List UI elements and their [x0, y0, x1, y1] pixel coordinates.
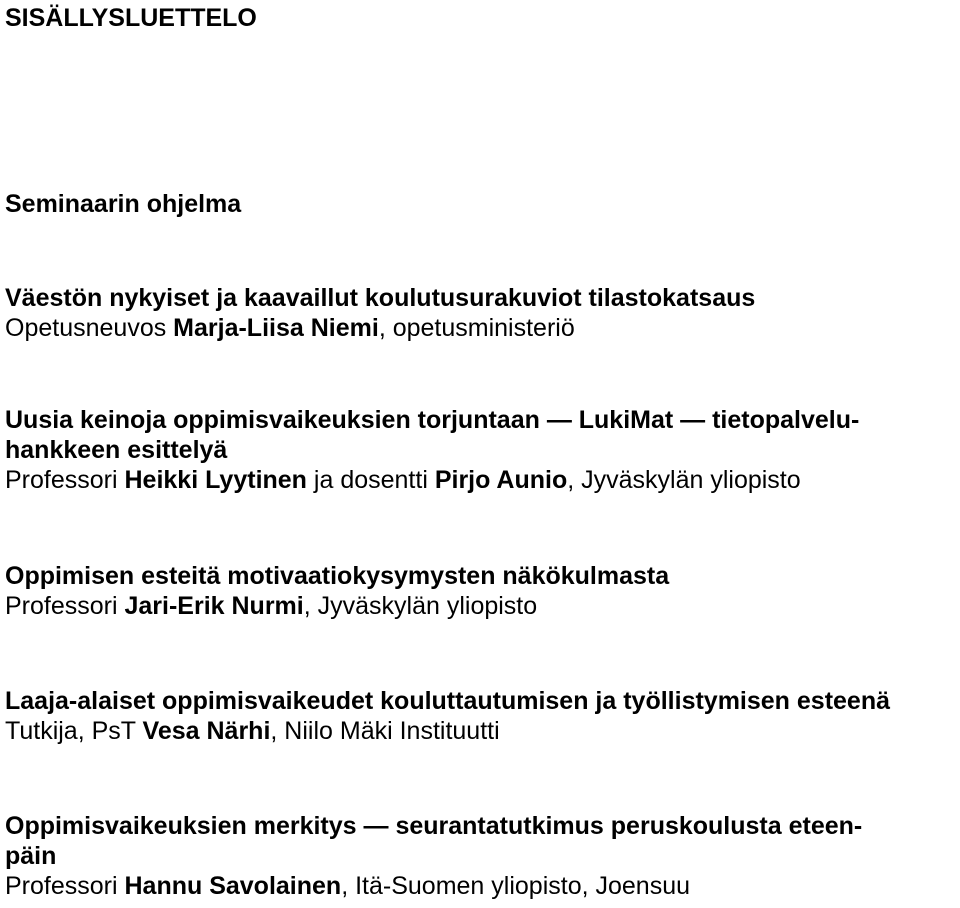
speaker-prefix: Opetusneuvos: [5, 314, 174, 342]
speaker-prefix: Professori: [5, 872, 125, 900]
speaker-affiliation: , Jyväskylän yliopisto: [303, 592, 538, 620]
entry-title-line-2: päin: [5, 842, 57, 870]
speaker-connector: ja dosentti: [306, 466, 435, 494]
speaker-name: Vesa Närhi: [142, 717, 271, 745]
program-entry: [5, 561, 960, 621]
entry-title-line-2: hankkeen esittelyä: [5, 436, 228, 464]
speaker-affiliation: , Jyväskylän yliopisto: [567, 466, 801, 494]
speaker-prefix: Tutkija, PsT: [5, 717, 143, 745]
program-entry: [5, 283, 960, 343]
entry-speaker: [5, 871, 960, 901]
program-entry: [5, 811, 960, 901]
speaker-name: Hannu Savolainen: [124, 872, 342, 900]
entry-speaker: [5, 465, 960, 495]
speaker-name: Heikki Lyytinen: [124, 466, 307, 494]
entry-speaker: [5, 313, 960, 343]
entry-speaker: [5, 591, 960, 621]
program-heading: Seminaarin ohjelma: [5, 190, 242, 218]
entry-title: Laaja-alaiset oppimisvaikeudet kouluttautumisen ja työllistymisen esteenä: [5, 687, 891, 715]
entry-title: Oppimisen esteitä motivaatiokysymysten näkökulmasta: [5, 562, 670, 590]
speaker-prefix: Professori: [5, 592, 125, 620]
program-entry: [5, 686, 960, 746]
entry-speaker: [5, 716, 960, 746]
entry-title-line-1: Oppimisvaikeuksien merkitys — seurantatutkimus peruskoulusta eteen-: [5, 812, 863, 840]
speaker-prefix: Professori: [5, 466, 125, 494]
program-entry: [5, 405, 960, 495]
speaker-name: Marja-Liisa Niemi: [173, 314, 379, 342]
speaker-affiliation: , opetusministeriö: [378, 314, 575, 342]
speaker-affiliation: , Itä-Suomen yliopisto, Joensuu: [341, 872, 691, 900]
toc-title: SISÄLLYSLUETTELO: [5, 4, 257, 32]
speaker-name-2: Pirjo Aunio: [434, 466, 568, 494]
entry-title-line-1: Uusia keinoja oppimisvaikeuksien torjuntaan — LukiMat — tietopalvelu-: [5, 406, 860, 434]
entry-title: Väestön nykyiset ja kaavaillut koulutusurakuviot tilastokatsaus: [5, 284, 756, 312]
speaker-name: Jari-Erik Nurmi: [124, 592, 304, 620]
speaker-affiliation: , Niilo Mäki Instituutti: [270, 717, 500, 745]
